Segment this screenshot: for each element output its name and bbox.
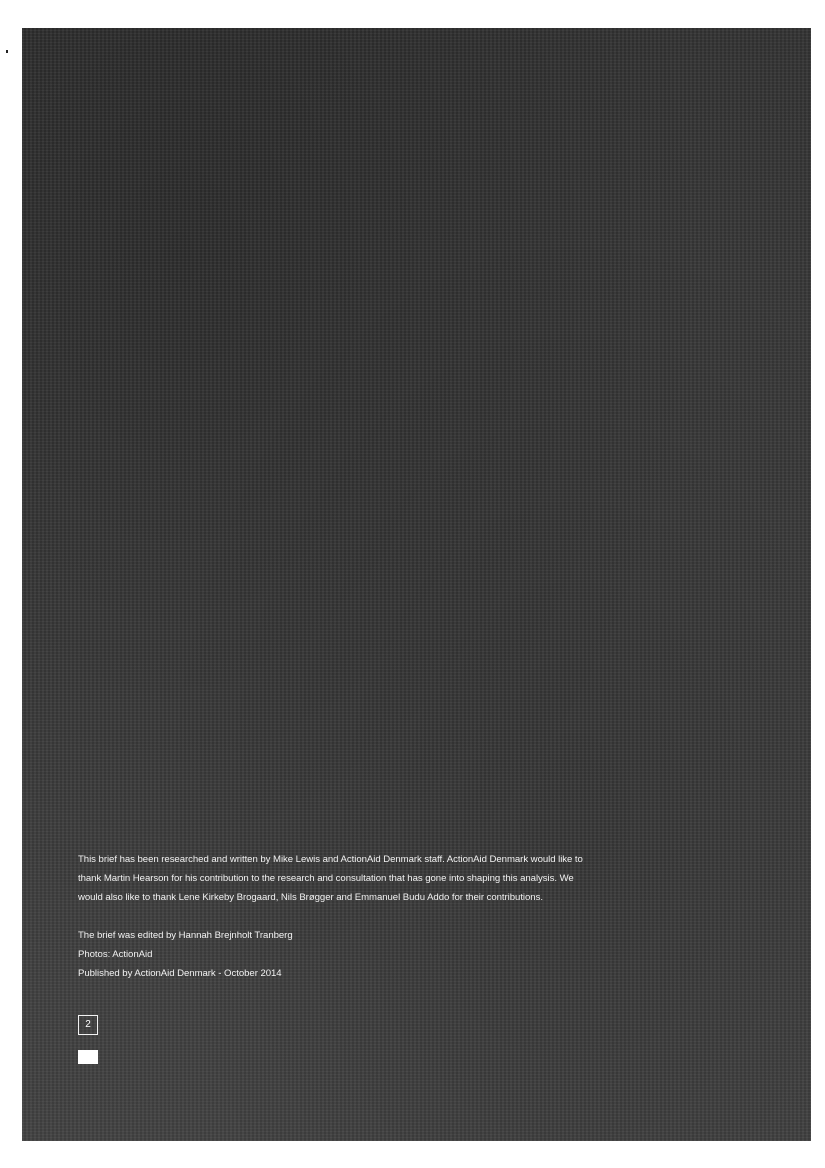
page-number-bar	[78, 1050, 98, 1064]
edited-by-line: The brief was edited by Hannah Brejnholt Tranberg	[78, 930, 293, 941]
credits-line-3: would also like to thank Lene Kirkeby Brogaard, Nils Brøgger and Emmanuel Budu Addo for their contributions.	[78, 892, 543, 903]
credits-line-2: thank Martin Hearson for his contribution to the research and consultation that has gone into shaping this analysis. We	[78, 873, 574, 884]
credits-block	[78, 850, 678, 983]
credits-line-1: This brief has been researched and written by Mike Lewis and ActionAid Denmark staff. ActionAid Denmark would like to	[78, 854, 583, 865]
credits-spacer	[78, 907, 678, 926]
photos-line: Photos: ActionAid	[78, 949, 153, 960]
scan-speck	[6, 50, 8, 53]
published-line: Published by ActionAid Denmark - October 2014	[78, 968, 282, 979]
page-number: 2	[78, 1015, 98, 1035]
